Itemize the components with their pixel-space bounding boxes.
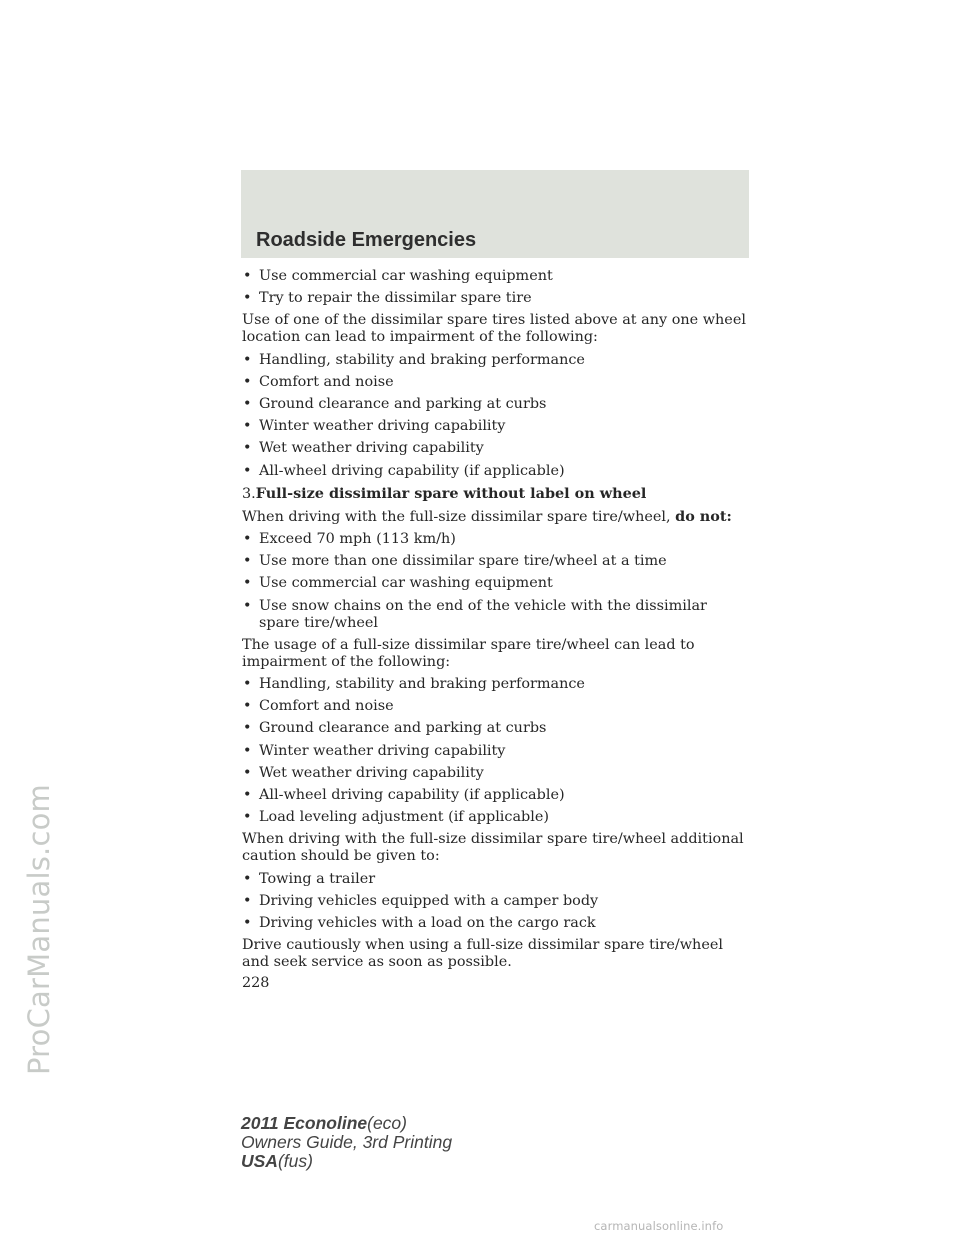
- bullet-item: • Handling, stability and braking performance: [242, 352, 752, 369]
- document-footer: [241, 1114, 452, 1171]
- bullet-item: • Use snow chains on the end of the vehicle with the dissimilar spare tire/wheel: [242, 598, 752, 632]
- bullet-item: • Comfort and noise: [242, 698, 752, 715]
- footer-market: USA: [241, 1151, 278, 1171]
- bullet-item: • Exceed 70 mph (113 km/h): [242, 531, 752, 548]
- bullet-item: • Ground clearance and parking at curbs: [242, 720, 752, 737]
- bullet-item: • All-wheel driving capability (if applicable): [242, 463, 752, 480]
- bullet-item: • Driving vehicles with a load on the cargo rack: [242, 915, 752, 932]
- paragraph: Drive cautiously when using a full-size dissimilar spare tire/wheel and seek service as soon as possible.: [242, 937, 723, 971]
- bullet-item: • Comfort and noise: [242, 374, 752, 391]
- bullet-item: • Use commercial car washing equipment: [242, 268, 752, 285]
- bullet-item: • Winter weather driving capability: [242, 418, 752, 435]
- section-header: [241, 170, 749, 258]
- heading-number: 3.: [242, 485, 256, 502]
- bullet-item: • Handling, stability and braking performance: [242, 676, 752, 693]
- paragraph-text: When driving with the full-size dissimilar spare tire/wheel,: [242, 508, 671, 525]
- section-title: Roadside Emergencies: [256, 229, 477, 251]
- bullet-item: • Towing a trailer: [242, 871, 752, 888]
- page-content: [242, 268, 752, 992]
- bullet-item: • Try to repair the dissimilar spare tire: [242, 290, 752, 307]
- paragraph: When driving with the full-size dissimilar spare tire/wheel additional caution should be given to:: [242, 831, 744, 865]
- footer-market-code: (fus): [277, 1151, 313, 1171]
- bullet-item: • Winter weather driving capability: [242, 743, 752, 760]
- side-watermark: ProCarManuals.com: [22, 784, 56, 1075]
- footer-model-code: (eco): [367, 1113, 407, 1133]
- site-watermark: carmanualsonline.info: [594, 1219, 724, 1233]
- numbered-heading: [242, 485, 752, 503]
- footer-model: 2011 Econoline: [241, 1113, 368, 1133]
- paragraph: Use of one of the dissimilar spare tires listed above at any one wheel location can lead to impairment of the following:: [242, 312, 746, 346]
- footer-line-2: Owners Guide, 3rd Printing: [241, 1132, 453, 1152]
- paragraph: The usage of a full-size dissimilar spare tire/wheel can lead to impairment of the following:: [242, 636, 695, 670]
- bullet-item: • Ground clearance and parking at curbs: [242, 396, 752, 413]
- bullet-item: • Driving vehicles equipped with a camper body: [242, 893, 752, 910]
- paragraph: [242, 508, 752, 526]
- paragraph-emphasis: do not:: [675, 507, 732, 525]
- bullet-item: • Load leveling adjustment (if applicable): [242, 809, 752, 826]
- page-number: 228: [242, 975, 270, 992]
- bullet-item: • Wet weather driving capability: [242, 440, 752, 457]
- footer-line-1: [241, 1114, 452, 1133]
- bullet-item: • All-wheel driving capability (if applicable): [242, 787, 752, 804]
- footer-line-3: [241, 1152, 452, 1171]
- heading-text: Full-size dissimilar spare without label on wheel: [255, 484, 647, 502]
- bullet-item: • Use commercial car washing equipment: [242, 575, 752, 592]
- bullet-item: • Use more than one dissimilar spare tire/wheel at a time: [242, 553, 752, 570]
- bullet-item: • Wet weather driving capability: [242, 765, 752, 782]
